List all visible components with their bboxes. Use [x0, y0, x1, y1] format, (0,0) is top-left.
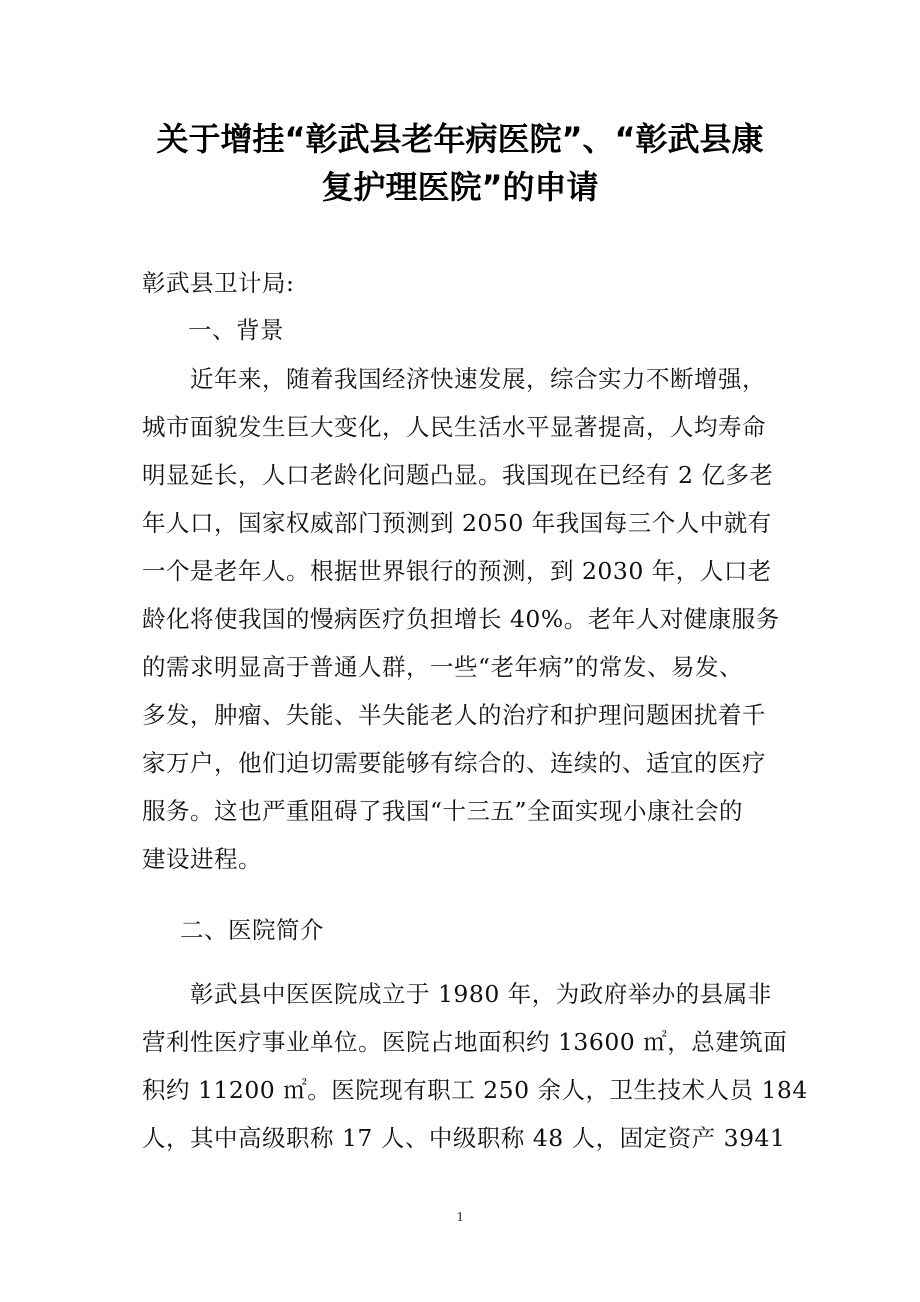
- document-title-line-1: 关于增挂“彰武县老年病医院”、“彰武县康: [156, 120, 764, 158]
- paragraph-line: 城市面貌发生巨大变化，人民生活水平显著提高，人均寿命: [142, 413, 766, 441]
- paragraph-hospital-intro: [142, 970, 808, 1162]
- section-heading-background: 一、背景: [188, 316, 284, 344]
- section-heading-hospital-intro: 二、医院简介: [180, 916, 324, 944]
- paragraph-background: [142, 355, 782, 883]
- paragraph-line: 彰武县中医医院成立于 1980 年，为政府举办的县属非: [190, 980, 772, 1008]
- salutation: 彰武县卫计局:: [142, 269, 295, 297]
- paragraph-line: 年人口，国家权威部门预测到 2050 年我国每三个人中就有: [142, 509, 772, 537]
- paragraph-line: 建设进程。: [142, 845, 262, 873]
- paragraph-line: 服务。这也严重阻碍了我国“十三五”全面实现小康社会的: [142, 797, 744, 825]
- paragraph-line: 龄化将使我国的慢病医疗负担增长 40%。老年人对健康服务: [142, 605, 780, 633]
- document-title-line-2: 复护理医院”的申请: [321, 168, 599, 206]
- paragraph-line: 多发，肿瘤、失能、半失能老人的治疗和护理问题困扰着千: [142, 701, 766, 729]
- paragraph-line: 一个是老年人。根据世界银行的预测，到 2030 年，人口老: [142, 557, 772, 585]
- paragraph-line: 近年来，随着我国经济快速发展，综合实力不断增强，: [190, 365, 766, 393]
- paragraph-line: 家万户，他们迫切需要能够有综合的、连续的、适宜的医疗: [142, 749, 766, 777]
- paragraph-line: 营利性医疗事业单位。医院占地面积约 13600 ㎡，总建筑面: [142, 1028, 788, 1056]
- paragraph-line: 人，其中高级职称 17 人、中级职称 48 人，固定资产 3941: [142, 1124, 786, 1152]
- paragraph-line: 的需求明显高于普通人群，一些“老年病”的常发、易发、: [142, 653, 744, 681]
- page-number: 1: [456, 1210, 464, 1225]
- paragraph-line: 明显延长，人口老龄化问题凸显。我国现在已经有 2 亿多老: [142, 461, 774, 489]
- paragraph-line: 积约 11200 ㎡。医院现有职工 250 余人，卫生技术人员 184: [142, 1076, 808, 1104]
